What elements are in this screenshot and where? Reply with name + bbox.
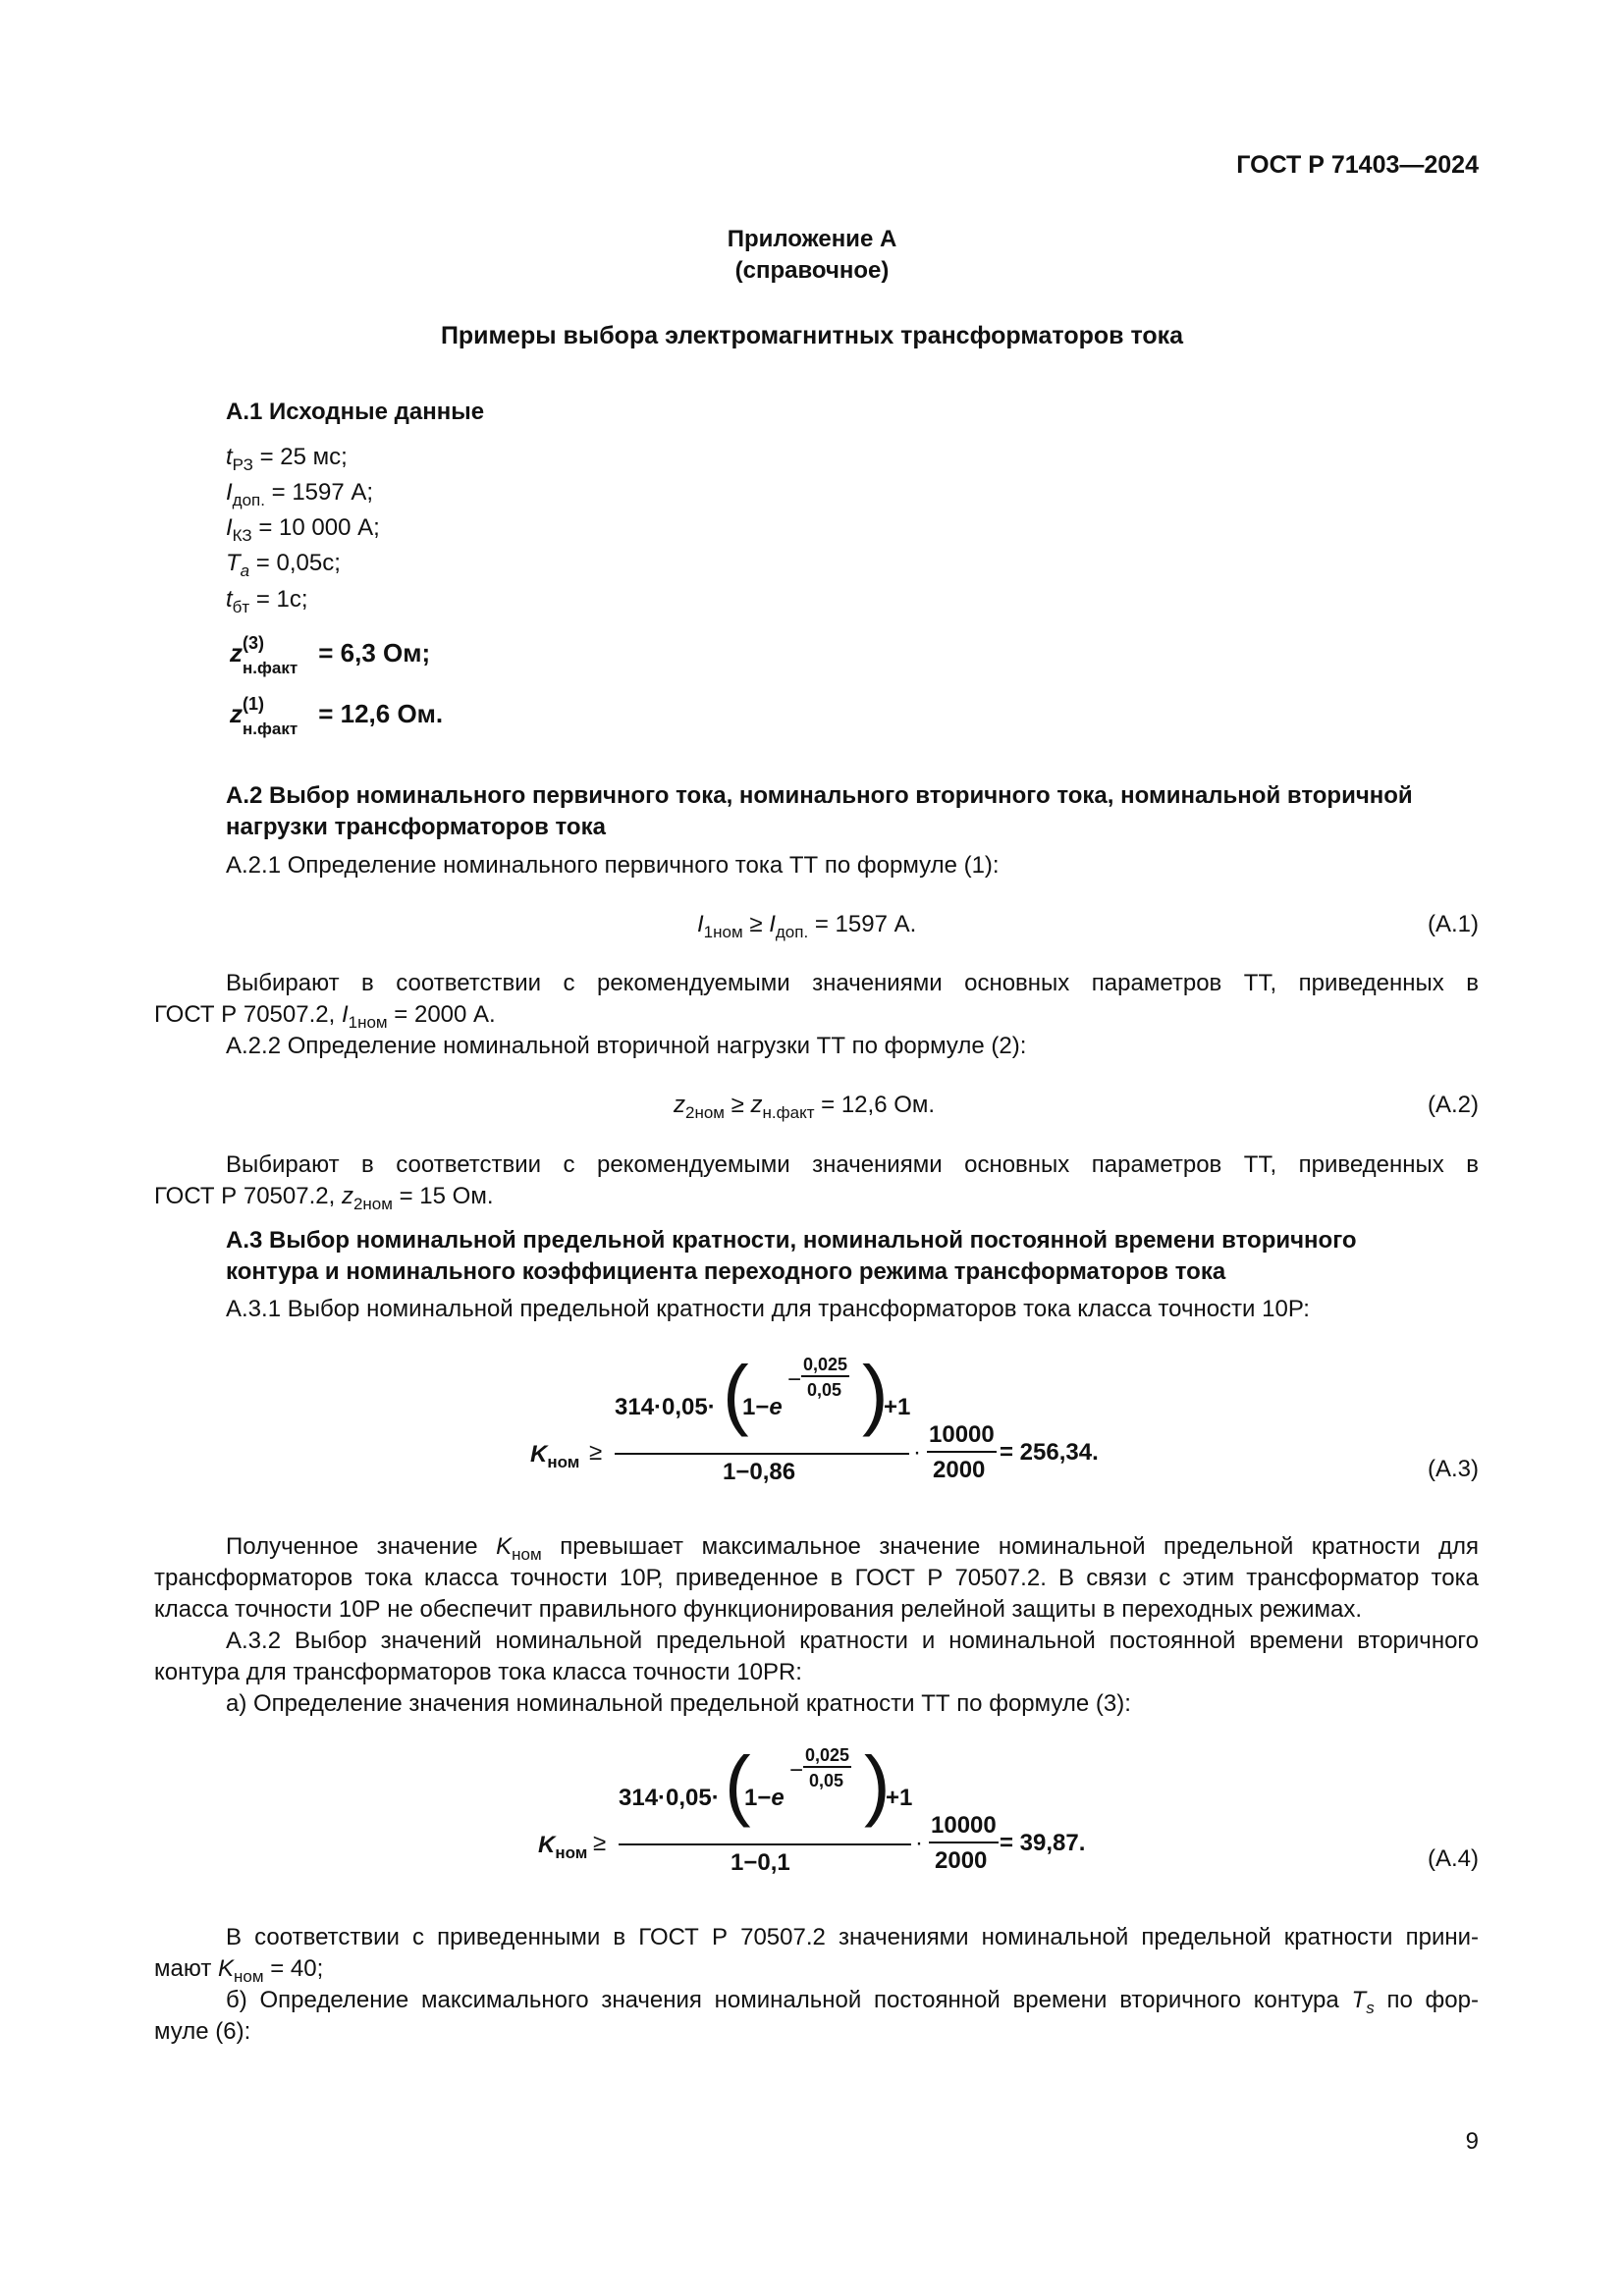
section-a1-heading: А.1 Исходные данные — [226, 399, 485, 425]
a3-p1: А.3.1 Выбор номинальной предельной кратности для трансформаторов тока класса точности 10Р: — [226, 1296, 1310, 1322]
a1-line-0: $t_{РЗ} = 25$ мс; — [226, 444, 348, 474]
equation-a1: $I_{1ном} \ge I_{доп.} = 1597$ А. — [697, 911, 917, 941]
a2-p1: А.2.1 Определение номинального первичного тока ТТ по формуле (1): — [226, 852, 1000, 879]
section-a3-heading-1: А.3 Выбор номинальной предельной кратности, номинальной постоянной времени вторичного — [226, 1227, 1357, 1254]
a2-p4-line2: ГОСТ Р 70507.2, $z_{2ном} = 15$ Ом. — [154, 1183, 494, 1213]
equation-a4-number: (А.4) — [1427, 1845, 1479, 1872]
a3-p5-line2: мают $K_{ном} = 40$; — [154, 1955, 324, 1986]
equation-a3: $K_{ном}$ ≥ 314·0,05· ( 1−e − 0,025 0,05 ) +1 1−0,86 · 10000 2000 = 256,34. — [530, 1350, 1099, 1485]
a1-line-4: $t_{бт} = 1с$; — [226, 586, 308, 616]
equation-a1-number: (А.1) — [1427, 911, 1479, 937]
equation-a2: $z_{2ном} \ge z_{н.факт} = 12,6$ Ом. — [674, 1092, 936, 1122]
a2-p2-line1: Выбирают в соответствии с рекомендуемыми значениями основных параметров ТТ, приведенных в — [226, 970, 1479, 996]
appendix-title: Приложение А — [727, 226, 897, 252]
a3-p3-line1: А.3.2 Выбор значений номинальной предельной кратности и номинальной постоянной времени вторичного — [226, 1628, 1479, 1654]
equation-a2-number: (А.2) — [1427, 1092, 1479, 1118]
a2-p3: А.2.2 Определение номинальной вторичной нагрузки ТТ по формуле (2): — [226, 1033, 1027, 1059]
a1-line-3: $T_a = 0,05с$; — [226, 550, 341, 580]
appendix-type: (справочное) — [734, 257, 890, 284]
a3-p2-line3: класса точности 10Р не обеспечит правильного функционирования релейной защиты в переходных режимах. — [154, 1596, 1363, 1623]
equation-a4: $K_{ном}$ ≥ 314·0,05· ( 1−e − 0,025 0,05 ) +1 1−0,1 · 10000 2000 = 39,87. — [538, 1740, 1086, 1876]
a2-p2-line2: ГОСТ Р 70507.2, $I_{1ном} = 2000$ А. — [154, 1001, 496, 1032]
a1-line-1: $I_{доп.} = 1597$ А; — [226, 479, 374, 509]
section-a3-heading-2: контура и номинального коэффициента переходного режима трансформаторов тока — [226, 1258, 1226, 1285]
a3-p5-line1: В соответствии с приведенными в ГОСТ Р 70507.2 значениями номинальной предельной кратности прини- — [226, 1924, 1479, 1950]
a1-z1: z (1) н.факт = 12,6 Ом. — [230, 694, 444, 738]
a3-p3-line2: контура для трансформаторов тока класса точности 10PR: — [154, 1659, 802, 1685]
a1-line-2: $I_{КЗ} = 10$ 000 А; — [226, 514, 380, 545]
section-a2-heading-1: А.2 Выбор номинального первичного тока, номинального вторичного тока, номинальной вторичной — [226, 782, 1413, 809]
a1-z3: z (3) н.факт = 6,3 Ом; — [230, 633, 431, 677]
a3-p6-line2: муле (6): — [154, 2018, 251, 2045]
page-number: 9 — [1465, 2128, 1479, 2155]
equation-a3-number: (А.3) — [1427, 1456, 1479, 1482]
document-code: ГОСТ Р 71403—2024 — [1236, 151, 1479, 179]
a3-p2-line2: трансформаторов тока класса точности 10Р, приведенное в ГОСТ Р 70507.2. В связи с этим трансформатор тока — [154, 1565, 1479, 1591]
section-a2-heading-2: нагрузки трансформаторов тока — [226, 814, 606, 840]
a3-p6-line1: б) Определение максимального значения номинальной постоянной времени вторичного контура $T_s$ по фор- — [226, 1987, 1479, 2017]
a3-p4: а) Определение значения номинальной предельной кратности ТТ по формуле (3): — [226, 1690, 1131, 1717]
a3-p2-line1: Полученное значение $K_{ном}$ превышает максимальное значение номинальной предельной кратности для — [226, 1533, 1479, 1564]
a2-p4-line1: Выбирают в соответствии с рекомендуемыми значениями основных параметров ТТ, приведенных в — [226, 1151, 1479, 1178]
page-title: Примеры выбора электромагнитных трансформаторов тока — [440, 322, 1184, 349]
